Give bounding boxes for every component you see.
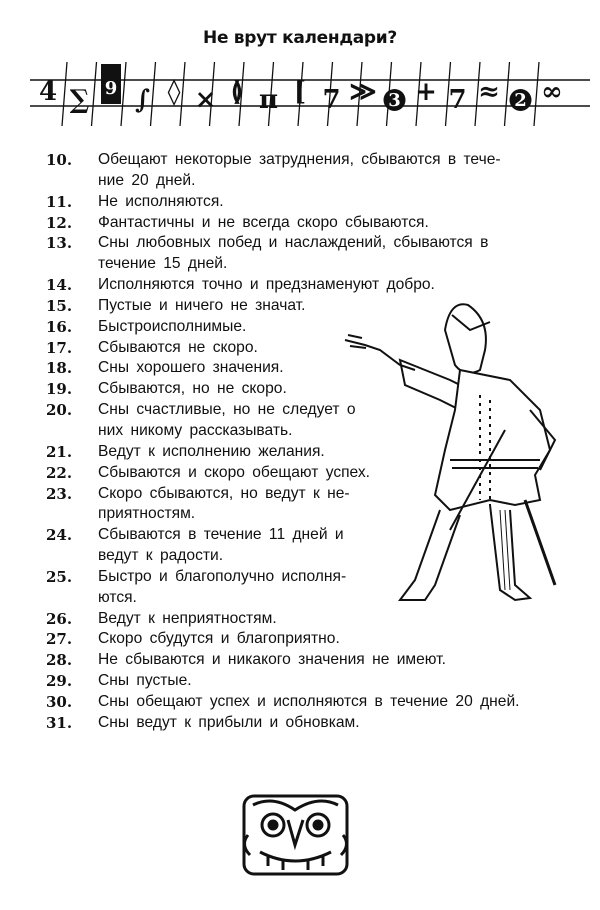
- item-number: 22.: [46, 463, 73, 482]
- item-number: 14.: [46, 276, 73, 295]
- item-text-line: Скоро сбудутся и благоприятно.: [98, 630, 340, 648]
- item-text: [98, 692, 600, 713]
- item-number: 13.: [46, 234, 73, 253]
- strip-tick: [505, 62, 510, 126]
- strip-tick: [121, 62, 126, 126]
- strip-symbol: ≈: [478, 77, 500, 107]
- item-text: [98, 650, 600, 671]
- item-number: 12.: [46, 213, 73, 232]
- item-text: [98, 629, 600, 650]
- item-text-line: ются.: [98, 588, 137, 606]
- item-text-line: Сны обещают успех и исполняются в течение 20 дней.: [98, 692, 520, 710]
- item-number: 19.: [46, 380, 73, 399]
- item-text-line: Сны пустые.: [98, 672, 192, 690]
- item-number: 30.: [46, 692, 73, 711]
- gentleman-illustration: [340, 300, 570, 610]
- item-number: 18.: [46, 359, 73, 378]
- item-number: 27.: [46, 630, 73, 649]
- item-text: [98, 233, 600, 275]
- item-text-line: Сбываются, но не скоро.: [98, 380, 287, 398]
- item-text-line: Ведут к неприятностям.: [98, 609, 277, 627]
- strip-symbol: π: [258, 85, 279, 115]
- item-number: 24.: [46, 526, 73, 545]
- strip-symbol: ∑: [69, 85, 90, 115]
- list-item: [0, 692, 600, 713]
- item-number: 29.: [46, 672, 73, 691]
- item-text-line: Быстро и благополучно исполня-: [98, 567, 347, 585]
- item-number: 10.: [46, 151, 73, 169]
- item-text-line: Фантастичны и не всегда скоро сбываются.: [98, 213, 429, 231]
- item-text-line: Быстроисполнимые.: [98, 317, 247, 335]
- item-number: 16.: [46, 317, 73, 336]
- strip-symbol: ≫: [349, 77, 377, 107]
- strip-symbol: 3: [388, 90, 401, 111]
- page-title: Не врут календари?: [203, 28, 397, 48]
- item-text-line: Сбываются не скоро.: [98, 338, 258, 356]
- item-number: 26.: [46, 609, 73, 628]
- list-item: [0, 233, 600, 275]
- list-item: [0, 213, 600, 234]
- item-text-line: Сны ведут к прибыли и обновкам.: [98, 713, 360, 731]
- strip-symbol: ∞: [541, 77, 563, 107]
- item-text-line: Не сбываются и никакого значения не имеют.: [98, 651, 446, 669]
- list-item: [0, 650, 600, 671]
- strip-symbol: ◊: [167, 77, 181, 107]
- item-text-line: ние 20 дней.: [98, 171, 196, 189]
- item-text-line: Обещают некоторые затруднения, сбываются в тече-: [98, 151, 501, 168]
- item-text-line: приятностям.: [98, 505, 196, 523]
- strip-symbol: 7: [322, 85, 341, 115]
- item-number: 11.: [46, 192, 73, 211]
- item-text-line: Сны хорошего значения.: [98, 359, 284, 377]
- item-text: [98, 671, 600, 692]
- strip-symbol: +: [415, 77, 437, 107]
- symbol-strip-decoration: [30, 58, 590, 128]
- item-text-line: Сны счастливые, но не следует о: [98, 401, 356, 419]
- strip-symbol: ∫: [134, 85, 151, 115]
- strip-tick: [180, 62, 185, 126]
- item-text-line: них никому рассказывать.: [98, 421, 293, 439]
- strip-symbol: [: [293, 77, 307, 107]
- item-text: [98, 713, 600, 734]
- item-text: [98, 275, 600, 296]
- strip-tick: [62, 62, 67, 126]
- list-item: [0, 629, 600, 650]
- list-item: [0, 671, 600, 692]
- list-item: [0, 609, 600, 630]
- item-number: 15.: [46, 296, 73, 315]
- item-text: [98, 213, 600, 234]
- list-item: [0, 713, 600, 734]
- item-number: 28.: [46, 651, 73, 670]
- item-number: 31.: [46, 713, 73, 732]
- item-number: 20.: [46, 401, 73, 420]
- strip-symbol: 9: [104, 78, 118, 99]
- mask-ornament: [238, 790, 353, 880]
- item-text-line: Скоро сбываются, но ведут к не-: [98, 484, 350, 502]
- list-item: [0, 275, 600, 296]
- item-number: 23.: [46, 484, 73, 503]
- item-text-line: Сбываются в течение 11 дней и: [98, 526, 344, 544]
- item-text: [98, 609, 600, 630]
- list-item: [0, 192, 600, 213]
- item-text-line: Исполняются точно и предзнаменуют добро.: [98, 276, 435, 294]
- item-text: [98, 150, 600, 192]
- strip-tick: [151, 62, 156, 126]
- item-text-line: ведут к радости.: [98, 547, 224, 565]
- strip-symbol: ≬: [230, 77, 244, 107]
- item-text-line: течение 15 дней.: [98, 255, 228, 273]
- item-text-line: Сбываются и скоро обещают успех.: [98, 463, 371, 481]
- item-number: 17.: [46, 338, 73, 357]
- item-text-line: Сны любовных побед и наслаждений, сбываются в: [98, 234, 489, 252]
- item-number: 25.: [46, 567, 73, 586]
- strip-symbol: ×: [194, 85, 217, 115]
- strip-tick: [534, 62, 539, 126]
- item-text-line: Не исполняются.: [98, 192, 224, 210]
- item-text-line: Ведут к исполнению желания.: [98, 442, 325, 460]
- strip-tick: [92, 62, 97, 126]
- item-text: [98, 192, 600, 213]
- item-text-line: Пустые и ничего не значат.: [98, 296, 306, 314]
- list-item: [0, 150, 600, 192]
- strip-symbol: 7: [448, 85, 467, 115]
- strip-symbol: 4: [38, 77, 58, 107]
- item-number: 21.: [46, 442, 73, 461]
- strip-symbol: 2: [514, 90, 527, 111]
